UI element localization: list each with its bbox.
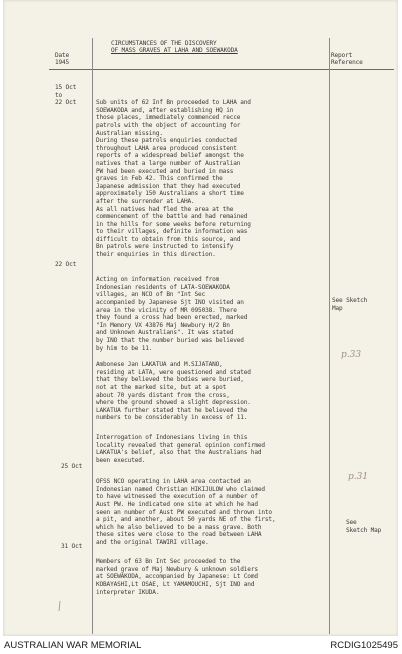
date-column-label: Date (55, 52, 70, 59)
entry-2-reference-line-1: See Sketch (332, 297, 368, 304)
entry-1-date-line-2: to (55, 91, 63, 99)
entry-2-reference-line-2: Map (332, 304, 343, 312)
entry-3-reference-line-2: Sketch Map (346, 526, 382, 534)
entry-1-paragraph-1: Sub units of 62 Inf Bn proceeded to LAHA and SOEWAKODA and, after establishing HQ in those places, immediately commenced recce patrols with the object of accounting for Australian missing. During these patrols enquiries conducted throughout LAHA area produced consistent reports of a widespread belief amongst the natives that a large number of Australian PW had been executed and buried in mass graves in Feb 42. This confirmed the Japanese admission that they had executed approximately 150 Australians a short time after the surrender at LAHA. As all natives had fled the area at the commencement of the battle and had remained in the hills for some weeks before returning to their villages, definite information was difficult to obtain from this source, and Bn patrols were instructed to intensify their enquiries in this direction. (96, 99, 251, 259)
reference-column-label: Reference (331, 59, 363, 66)
entry-1-date-line-3: 22 Oct (55, 99, 77, 107)
pencil-tick-mark (57, 600, 63, 612)
footer-record-id: RCDIG1025495 (330, 640, 398, 651)
entry-2-date: 22 Oct (55, 261, 77, 268)
date-column-divider (92, 38, 93, 634)
report-column-label: Report (331, 52, 353, 59)
year-label: 1945 (55, 59, 70, 66)
archive-footer (0, 637, 402, 654)
reference-column-divider (329, 38, 330, 634)
handwritten-page-mark-2: p.31 (348, 472, 369, 482)
entry-2-paragraph-3: Interrogation of Indonesians living in this locality revealed that general opinion confirmed LAKATUA's belief, also that the Australians had been executed. (96, 434, 265, 464)
entry-3-date: 25 Oct (61, 463, 83, 470)
document-page (3, 0, 398, 636)
entry-4-date: 31 Oct (61, 543, 83, 550)
entry-2-paragraph-1: Acting on information received from Indonesian residents of LATA-SOEWAKODA villages, an NCO of Bn "Int Sec accompanied by Japanese Sjt INO visited an area in the vicinity of MR 095038. There they found a cross had been erected, marked "In Memory VX 43876 Maj Newbury H/2 Bn and Unknown Australians". It was stated by INO that the number buried was believed by him to be 11. (96, 276, 248, 352)
entry-2-paragraph-2: Ambonese Jan LAKATUA and M.SIJATANO, residing at LATA, were questioned and stated that they believed the bodies were buried, not at the marked site, but at a spot about 70 yards distant from the cross, where the ground showed a slight depression. LAKATUA further stated that he believed the numbers to be considerably in excess of 11. (96, 361, 251, 422)
title-line-1: CIRCUMSTANCES OF THE DISCOVERY (111, 40, 217, 47)
footer-source-label: AUSTRALIAN WAR MEMORIAL (4, 640, 142, 651)
entry-3-paragraph-1: OFSS NCO operating in LAHA area contacted an Indonesian named Christian HIKIJULOW who claimed to have witnessed the execution of a number of Aust PW. He indicated one site at which he had seen an number of Aust PW executed and thrown into a pit, and another, about 50 yards NE of the first, which he also believed to be a mass grave. Both these sites were close to the road between LAHA and the original TAWIRI village. (96, 478, 276, 546)
handwritten-page-mark-1: p.33 (341, 350, 362, 360)
title-line-2: OF MASS GRAVES AT LAHA AND SOEWAKODA (111, 47, 238, 54)
entry-1-date-line-1: 15 Oct (55, 84, 77, 91)
entry-4-paragraph-1: Members of 63 Bn Int Sec proceeded to the marked grave of Maj Newbury & unknown soldiers at SOEWAKODA, accompanied by Japanese: Lt Comd KOBAYASHI,Lt OSAE, Lt YAMAMOUCHI, Sjt INO and interpreter IKUDA. (96, 558, 258, 596)
entry-3-reference-line-1: See (346, 519, 357, 526)
header-rule (49, 69, 394, 70)
